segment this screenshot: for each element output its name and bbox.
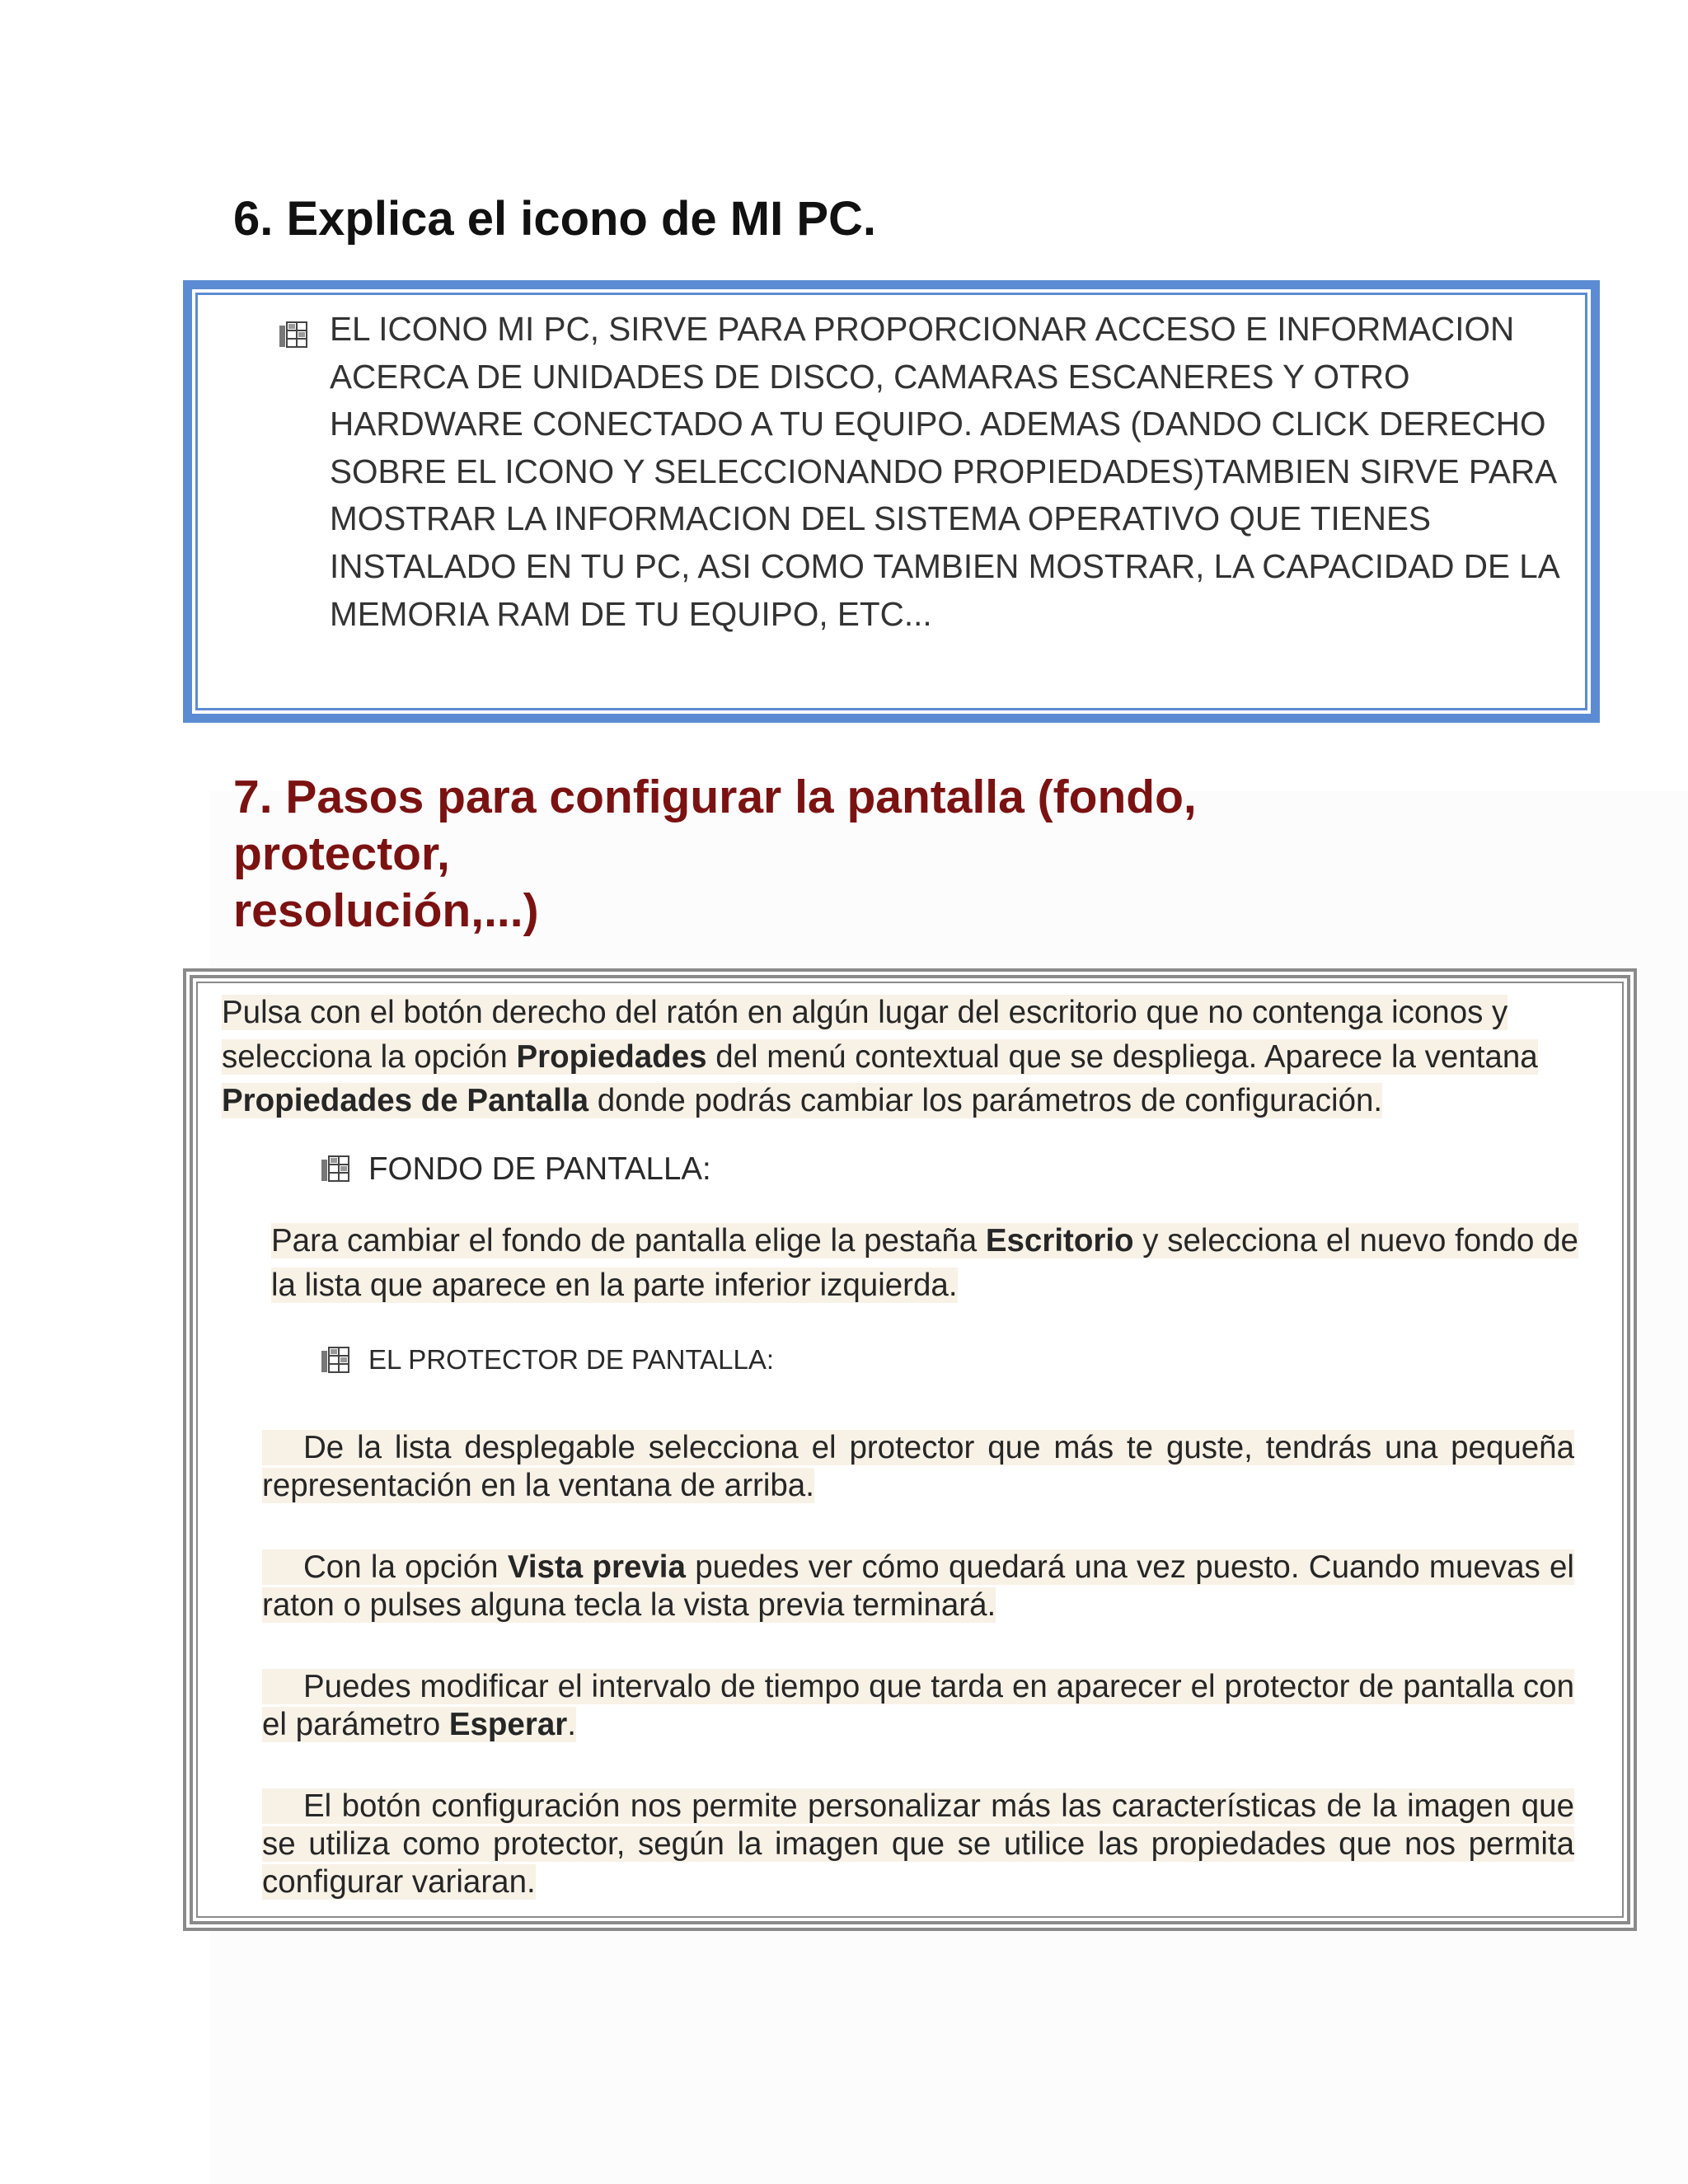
intro-text: del menú contextual que se despliega. Aparece la ventana (706, 1038, 1538, 1075)
answer-6-box (183, 280, 1600, 723)
protector-paragraph-3 (262, 1668, 1574, 1744)
section-7-heading (233, 769, 1387, 940)
windows-grid-icon (321, 1346, 350, 1374)
intro-bold-propiedades-pantalla: Propiedades de Pantalla (222, 1083, 589, 1118)
answer-6-text: EL ICONO MI PC, SIRVE PARA PROPORCIONAR ACCESO E INFORMACION ACERCA DE UNIDADES DE DISCO, CAMARAS ESCANERES Y OTRO HARDWARE CONECTADO A TU EQUIPO. ADEMAS (DANDO CLICK DERECHO SOBRE EL ICONO Y SELECCIONANDO PROPIEDADES)TAMBIEN SIRVE PARA MOSTRAR LA INFORMACION DEL SISTEMA OPERATIVO QUE TIENES INSTALADO EN TU PC, ASI COMO TAMBIEN MOSTRAR, LA CAPACIDAD DE LA MEMORIA RAM DE TU EQUIPO, ETC... (330, 310, 1559, 633)
fondo-list-item (321, 1151, 711, 1188)
protector-text: De la lista desplegable selecciona el protector que más te guste, tendrás una pequeña representación en la ventana de arriba. (262, 1430, 1574, 1503)
intro-paragraph (222, 991, 1606, 1123)
section-7-heading-line: resolución,...) (233, 884, 539, 937)
section-7-heading-line: 7. Pasos para configurar la pantalla (fondo, (233, 771, 1197, 823)
protector-text: Con la opción (303, 1549, 508, 1585)
windows-grid-icon (279, 321, 308, 349)
fondo-title: FONDO DE PANTALLA: (368, 1151, 711, 1187)
protector-text: puedes ver cómo quedará una vez puesto. Cuando muevas el raton o pulses alguna tecla la vista previa terminará. (262, 1549, 1574, 1623)
fondo-paragraph (271, 1219, 1606, 1307)
protector-text: El botón configuración nos permite personalizar más las características de la imagen que se utiliza como protector, según la imagen que se utilice las propiedades que nos permita configurar variaran. (262, 1788, 1574, 1900)
windows-grid-icon (321, 1155, 350, 1183)
fondo-text: Para cambiar el fondo de pantalla elige la pestaña (271, 1223, 986, 1258)
protector-paragraph-1 (262, 1429, 1574, 1505)
protector-list-item (321, 1344, 774, 1376)
answer-6-list-item (279, 306, 1564, 638)
section-6-heading: 6. Explica el icono de MI PC. (233, 192, 876, 246)
protector-paragraph-2 (262, 1549, 1574, 1624)
protector-bold-esperar: Esperar (448, 1707, 568, 1742)
intro-text: Pulsa con el botón derecho del ratón en algún lugar del escritorio que no contenga iconos y selecciona la opción (222, 995, 1508, 1075)
protector-text: . (567, 1707, 576, 1742)
protector-title: EL PROTECTOR DE PANTALLA: (368, 1344, 775, 1375)
protector-paragraph-4 (262, 1788, 1574, 1901)
fondo-text: y selecciona el nuevo fondo de la lista que aparece en la parte inferior izquierda. (271, 1223, 1578, 1303)
protector-text: Puedes modificar el intervalo de tiempo que tarda en aparecer el protector de pantalla con el parámetro (262, 1669, 1574, 1742)
answer-7-box (183, 968, 1637, 1931)
section-7-heading-line: protector, (233, 827, 450, 880)
intro-bold-propiedades: Propiedades (516, 1038, 707, 1075)
protector-bold-vista-previa: Vista previa (507, 1549, 686, 1585)
intro-text: donde podrás cambiar los parámetros de configuración. (588, 1083, 1383, 1118)
fondo-bold-escritorio: Escritorio (985, 1223, 1134, 1258)
